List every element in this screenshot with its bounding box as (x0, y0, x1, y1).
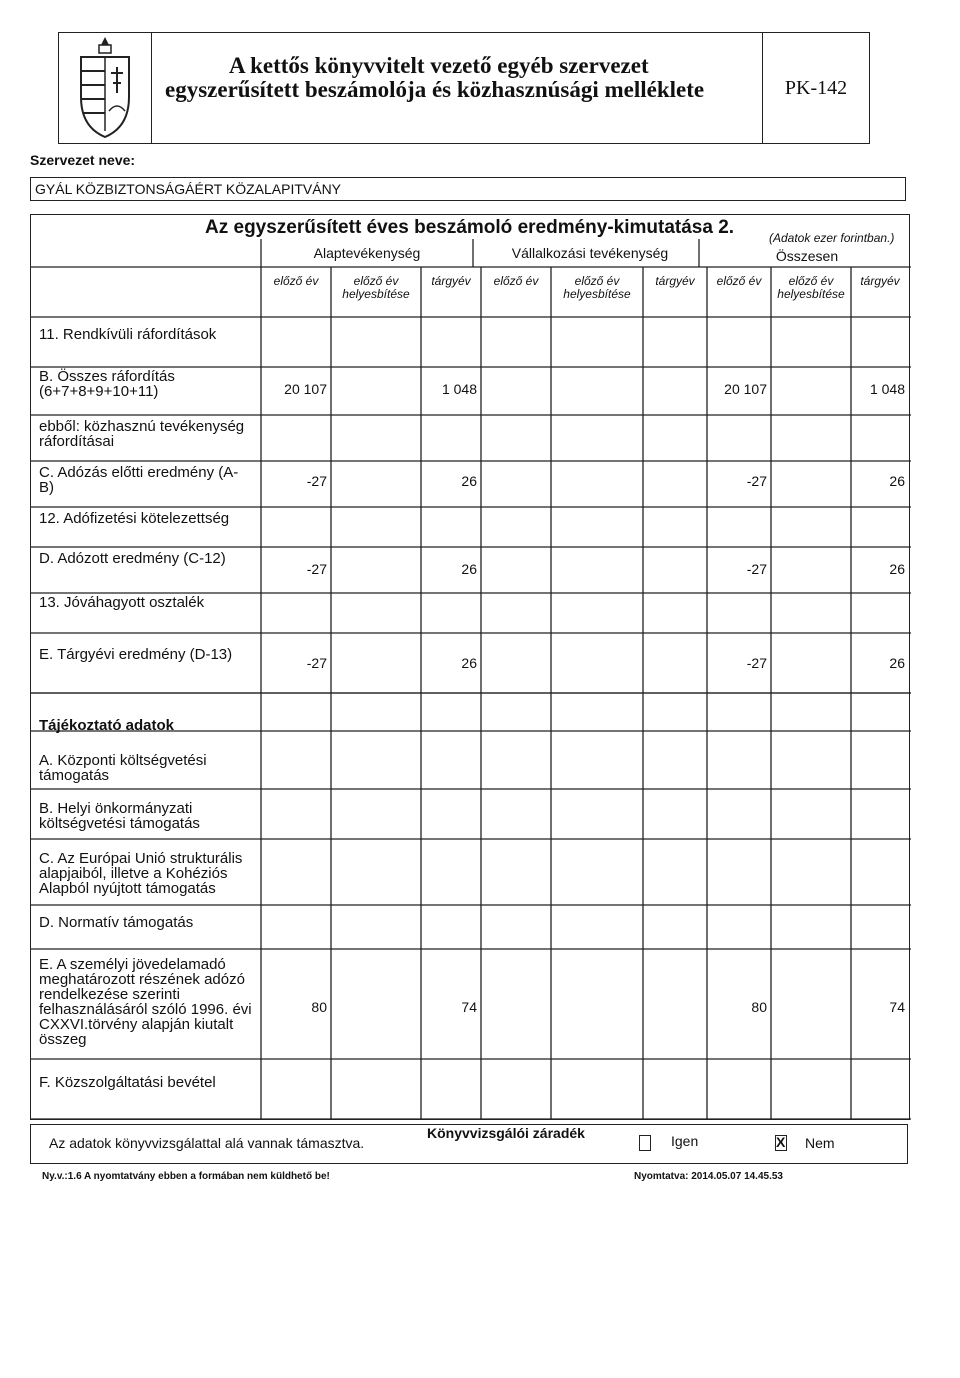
table-cell-value: 20 107 (284, 381, 327, 397)
table-cell-value: 1 048 (869, 381, 905, 397)
column-header: tárgyév (860, 274, 900, 288)
row-label: C. Adózás előtti eredmény (A-B) (39, 464, 239, 496)
form-title-line1: A kettős könyvvitelt vezető egyéb szervezet (229, 53, 649, 78)
table-title: Az egyszerűsített éves beszámoló eredmény-kimutatása 2. (205, 217, 735, 238)
row-label: F. Közszolgáltatási bevétel (39, 1074, 216, 1091)
org-label: Szervezet neve: (30, 152, 136, 168)
row-label: B. Helyi önkormányzati költségvetési támogatás (39, 800, 200, 832)
coat-of-arms-logo (59, 33, 152, 143)
table-cell-value: 1 048 (441, 381, 477, 397)
table-cell-value: 26 (461, 473, 477, 489)
income-statement-table (30, 214, 910, 1120)
row-label: A. Központi költségvetési támogatás (39, 752, 207, 784)
table-cell-value: -27 (306, 473, 327, 489)
audit-statement: Az adatok könyvvizsgálattal alá vannak támasztva. (49, 1135, 365, 1151)
row-label: 11. Rendkívüli ráfordítások (39, 326, 217, 343)
table-cell-value: 20 107 (724, 381, 767, 397)
column-header-line2: helyesbítése (342, 287, 410, 301)
table-cell-value: -27 (746, 655, 767, 671)
form-header (58, 32, 870, 144)
row-label: C. Az Európai Unió strukturális alapjaiból, illetve a Kohéziós Alapból nyújtott támogatás (39, 850, 243, 897)
org-name: GYÁL KÖZBIZTONSÁGÁÉRT KÖZALAPITVÁNY (35, 181, 342, 197)
column-header-line2: helyesbítése (777, 287, 845, 301)
table-cell-value: 80 (751, 999, 767, 1015)
table-cell-value: 26 (889, 655, 905, 671)
audit-yes-label: Igen (671, 1133, 699, 1149)
table-cell-value: 80 (311, 999, 327, 1015)
column-header-line1: előző év (353, 274, 399, 288)
table-cell-value: 26 (889, 473, 905, 489)
column-header: tárgyév (431, 274, 471, 288)
group-business: Vállalkozási tevékenység (511, 245, 669, 261)
table-cell-value: -27 (306, 655, 327, 671)
table-cell-value: -27 (746, 473, 767, 489)
audit-no-label: Nem (805, 1135, 835, 1151)
column-header-line1: előző év (788, 274, 834, 288)
unit-note: (Adatok ezer forintban.) (769, 231, 895, 245)
crest-icon (59, 33, 151, 143)
row-label: ebből: közhasznú tevékenység ráfordításai (39, 418, 245, 450)
table-cell-value: -27 (306, 561, 327, 577)
print-timestamp: Nyomtatva: 2014.05.07 14.45.53 (634, 1171, 783, 1182)
audit-title: Könyvvizsgálói záradék (427, 1125, 585, 1141)
org-name-box (30, 177, 906, 201)
form-title-line2: egyszerűsített beszámolója és közhasznúsági melléklete (165, 77, 705, 102)
group-basic: Alaptevékenység (313, 245, 421, 261)
table-cell-value: 74 (461, 999, 477, 1015)
column-header: tárgyév (655, 274, 695, 288)
audit-clause-box (30, 1124, 908, 1164)
row-label: 13. Jóváhagyott osztalék (39, 594, 205, 611)
row-label: E. A személyi jövedelamadó meghatározott részének adózó rendelkezése szerinti felhasználásáról szóló 1996. évi CXXVI.törvény alapján kiutalt összeg (39, 956, 252, 1048)
column-header-line2: helyesbítése (563, 287, 631, 301)
audit-no-checkbox[interactable] (775, 1135, 787, 1151)
column-header (331, 275, 421, 301)
group-total: Összesen (775, 248, 839, 264)
table-cell-value: -27 (746, 561, 767, 577)
table-cell-value: 26 (461, 655, 477, 671)
row-label: D. Adózott eredmény (C-12) (39, 550, 226, 567)
no-mark: X (776, 1134, 786, 1150)
column-header (551, 275, 643, 301)
audit-yes-checkbox[interactable] (639, 1135, 651, 1151)
info-section-title: Tájékoztató adatok (39, 717, 175, 734)
row-label: B. Összes ráfordítás (6+7+8+9+10+11) (39, 368, 175, 400)
footer-note: Ny.v.:1.6 A nyomtatvány ebben a formában nem küldhető be! (42, 1171, 330, 1182)
table-cell-value: 26 (889, 561, 905, 577)
column-header-line1: előző év (574, 274, 620, 288)
column-header: előző év (493, 274, 539, 288)
column-header: előző év (716, 274, 762, 288)
row-label: E. Tárgyévi eredmény (D-13) (39, 646, 233, 663)
table-cell-value: 74 (889, 999, 905, 1015)
column-header (771, 275, 851, 301)
row-label: 12. Adófizetési kötelezettség (39, 510, 230, 527)
column-header: előző év (273, 274, 319, 288)
table-cell-value: 26 (461, 561, 477, 577)
form-code: PK-142 (762, 33, 869, 143)
row-label: D. Normatív támogatás (39, 914, 194, 931)
